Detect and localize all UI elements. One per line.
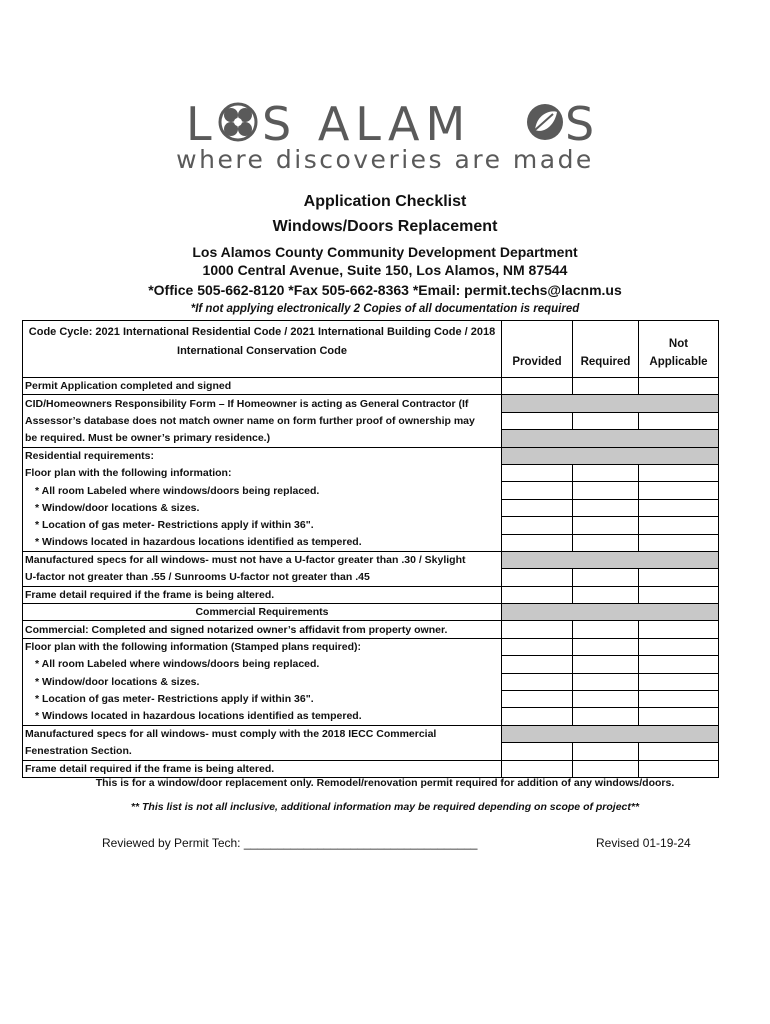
required-cell[interactable] — [573, 517, 639, 534]
provided-cell[interactable] — [502, 743, 573, 760]
row-label: Frame detail required if the frame is being altered. — [23, 760, 502, 777]
not-applicable-cell[interactable] — [639, 517, 719, 534]
required-cell[interactable] — [573, 499, 639, 516]
provided-cell[interactable] — [502, 656, 573, 673]
table-row — [23, 412, 719, 429]
table-row — [23, 638, 719, 655]
provided-cell[interactable] — [502, 621, 573, 638]
required-cell[interactable] — [573, 743, 639, 760]
required-cell[interactable] — [573, 464, 639, 481]
row-label: Assessor’s database does not match owner name on form further proof of ownership may — [23, 412, 502, 429]
required-cell[interactable] — [573, 534, 639, 551]
not-applicable-cell[interactable] — [639, 499, 719, 516]
provided-cell[interactable] — [502, 517, 573, 534]
shaded-cell — [502, 395, 719, 412]
shaded-cell — [502, 725, 719, 742]
table-row — [23, 691, 719, 708]
replacement-only-note: This is for a window/door replacement only. Remodel/renovation permit required for addition of any windows/doors. — [95, 777, 675, 789]
row-label: Fenestration Section. — [23, 743, 502, 760]
provided-cell[interactable] — [502, 482, 573, 499]
row-label: * Location of gas meter- Restrictions apply if within 36". — [23, 517, 502, 534]
not-applicable-cell[interactable] — [639, 708, 719, 725]
table-row — [23, 586, 719, 603]
table-row — [23, 621, 719, 638]
table-row — [23, 708, 719, 725]
not-applicable-cell[interactable] — [639, 656, 719, 673]
table-row — [23, 604, 719, 621]
required-cell[interactable] — [573, 586, 639, 603]
required-cell[interactable] — [573, 378, 639, 395]
row-label: Manufactured specs for all windows- must comply with the 2018 IECC Commercial — [23, 725, 502, 742]
shaded-cell — [502, 447, 719, 464]
row-label: Frame detail required if the frame is being altered. — [23, 586, 502, 603]
commercial-requirements-heading: Commercial Requirements — [23, 604, 502, 621]
not-inclusive-note: ** This list is not all inclusive, additional information may be required depending on scope of project** — [130, 801, 640, 813]
provided-cell[interactable] — [502, 464, 573, 481]
not-applicable-cell[interactable] — [639, 638, 719, 655]
provided-cell[interactable] — [502, 760, 573, 777]
provided-cell[interactable] — [502, 673, 573, 690]
logo-tagline: where discoveries are made — [176, 145, 594, 174]
row-label: * All room Labeled where windows/doors being replaced. — [23, 656, 502, 673]
required-cell[interactable] — [573, 760, 639, 777]
table-row — [23, 534, 719, 551]
row-label: Permit Application completed and signed — [23, 378, 502, 395]
provided-cell[interactable] — [502, 412, 573, 429]
table-row — [23, 673, 719, 690]
table-row — [23, 551, 719, 568]
electronic-note: *If not applying electronically 2 Copies of all documentation is required — [190, 303, 580, 315]
provided-cell[interactable] — [502, 569, 573, 586]
table-header-row — [23, 321, 719, 378]
provided-cell[interactable] — [502, 378, 573, 395]
row-label: Floor plan with the following information: — [23, 464, 502, 481]
not-applicable-cell[interactable] — [639, 569, 719, 586]
row-label: U-factor not greater than .55 / Sunrooms U-factor not greater than .45 — [23, 569, 502, 586]
required-cell[interactable] — [573, 569, 639, 586]
shaded-cell — [502, 604, 719, 621]
not-applicable-cell[interactable] — [639, 464, 719, 481]
required-cell[interactable] — [573, 691, 639, 708]
required-column-header: Required — [573, 321, 639, 378]
required-cell[interactable] — [573, 412, 639, 429]
provided-column-header: Provided — [502, 321, 573, 378]
checklist-table — [22, 320, 719, 778]
table-row — [23, 499, 719, 516]
table-row — [23, 482, 719, 499]
page-subtitle: Windows/Doors Replacement — [272, 218, 498, 235]
table-row — [23, 569, 719, 586]
table-row — [23, 447, 719, 464]
table-row — [23, 760, 719, 777]
required-cell[interactable] — [573, 482, 639, 499]
logo-letters-mid: S ALAM — [262, 97, 472, 151]
table-row — [23, 725, 719, 742]
logo-letter-l: L — [186, 97, 218, 151]
row-label: CID/Homeowners Responsibility Form – If Homeowner is acting as General Contractor (If — [23, 395, 502, 412]
reviewed-by-line: Reviewed by Permit Tech: ___________________________________ — [102, 836, 478, 850]
code-cycle-header: Code Cycle: 2021 International Residential Code / 2021 International Building Code / 2018 International Conservation Code — [23, 321, 502, 378]
not-applicable-cell[interactable] — [639, 691, 719, 708]
flower-icon — [220, 104, 256, 140]
not-applicable-cell[interactable] — [639, 482, 719, 499]
department-name: Los Alamos County Community Development Department — [192, 244, 578, 260]
row-label: Commercial: Completed and signed notarized owner’s affidavit from property owner. — [23, 621, 502, 638]
required-cell[interactable] — [573, 638, 639, 655]
not-applicable-cell[interactable] — [639, 412, 719, 429]
not-applicable-cell[interactable] — [639, 378, 719, 395]
row-label: * Windows located in hazardous locations identified as tempered. — [23, 708, 502, 725]
not-applicable-cell[interactable] — [639, 586, 719, 603]
row-label: * Location of gas meter- Restrictions apply if within 36". — [23, 691, 502, 708]
row-label: be required. Must be owner’s primary residence.) — [23, 430, 502, 447]
not-applicable-cell[interactable] — [639, 534, 719, 551]
provided-cell[interactable] — [502, 586, 573, 603]
not-applicable-cell[interactable] — [639, 673, 719, 690]
table-row — [23, 430, 719, 447]
provided-cell[interactable] — [502, 708, 573, 725]
not-applicable-cell[interactable] — [639, 743, 719, 760]
not-applicable-column-header: Not Applicable — [639, 321, 719, 378]
row-label: Manufactured specs for all windows- must not have a U-factor greater than .30 / Skylight — [23, 551, 502, 568]
provided-cell[interactable] — [502, 499, 573, 516]
provided-cell[interactable] — [502, 691, 573, 708]
table-row — [23, 517, 719, 534]
row-label: Floor plan with the following information (Stamped plans required): — [23, 638, 502, 655]
required-cell[interactable] — [573, 656, 639, 673]
contact-info: *Office 505-662-8120 *Fax 505-662-8363 *Email: permit.techs@lacnm.us — [148, 282, 622, 298]
row-label: * Windows located in hazardous locations identified as tempered. — [23, 534, 502, 551]
shaded-cell — [502, 430, 719, 447]
required-cell[interactable] — [573, 621, 639, 638]
table-row — [23, 464, 719, 481]
provided-cell[interactable] — [502, 534, 573, 551]
shaded-cell — [502, 551, 719, 568]
row-label: * Window/door locations & sizes. — [23, 673, 502, 690]
row-label: Residential requirements: — [23, 447, 502, 464]
leaf-icon — [527, 104, 563, 140]
logo-graphic — [0, 96, 770, 176]
page-title: Application Checklist — [303, 193, 467, 210]
not-applicable-cell[interactable] — [639, 621, 719, 638]
table-row — [23, 378, 719, 395]
logo-letter-s: S — [565, 97, 601, 151]
revised-date: Revised 01-19-24 — [596, 836, 691, 850]
row-label: * Window/door locations & sizes. — [23, 499, 502, 516]
department-address: 1000 Central Avenue, Suite 150, Los Alamos, NM 87544 — [202, 262, 568, 278]
los-alamos-logo — [0, 96, 770, 176]
required-cell[interactable] — [573, 708, 639, 725]
table-row — [23, 395, 719, 412]
row-label: * All room Labeled where windows/doors being replaced. — [23, 482, 502, 499]
table-row — [23, 743, 719, 760]
table-row — [23, 656, 719, 673]
required-cell[interactable] — [573, 673, 639, 690]
provided-cell[interactable] — [502, 638, 573, 655]
not-applicable-cell[interactable] — [639, 760, 719, 777]
